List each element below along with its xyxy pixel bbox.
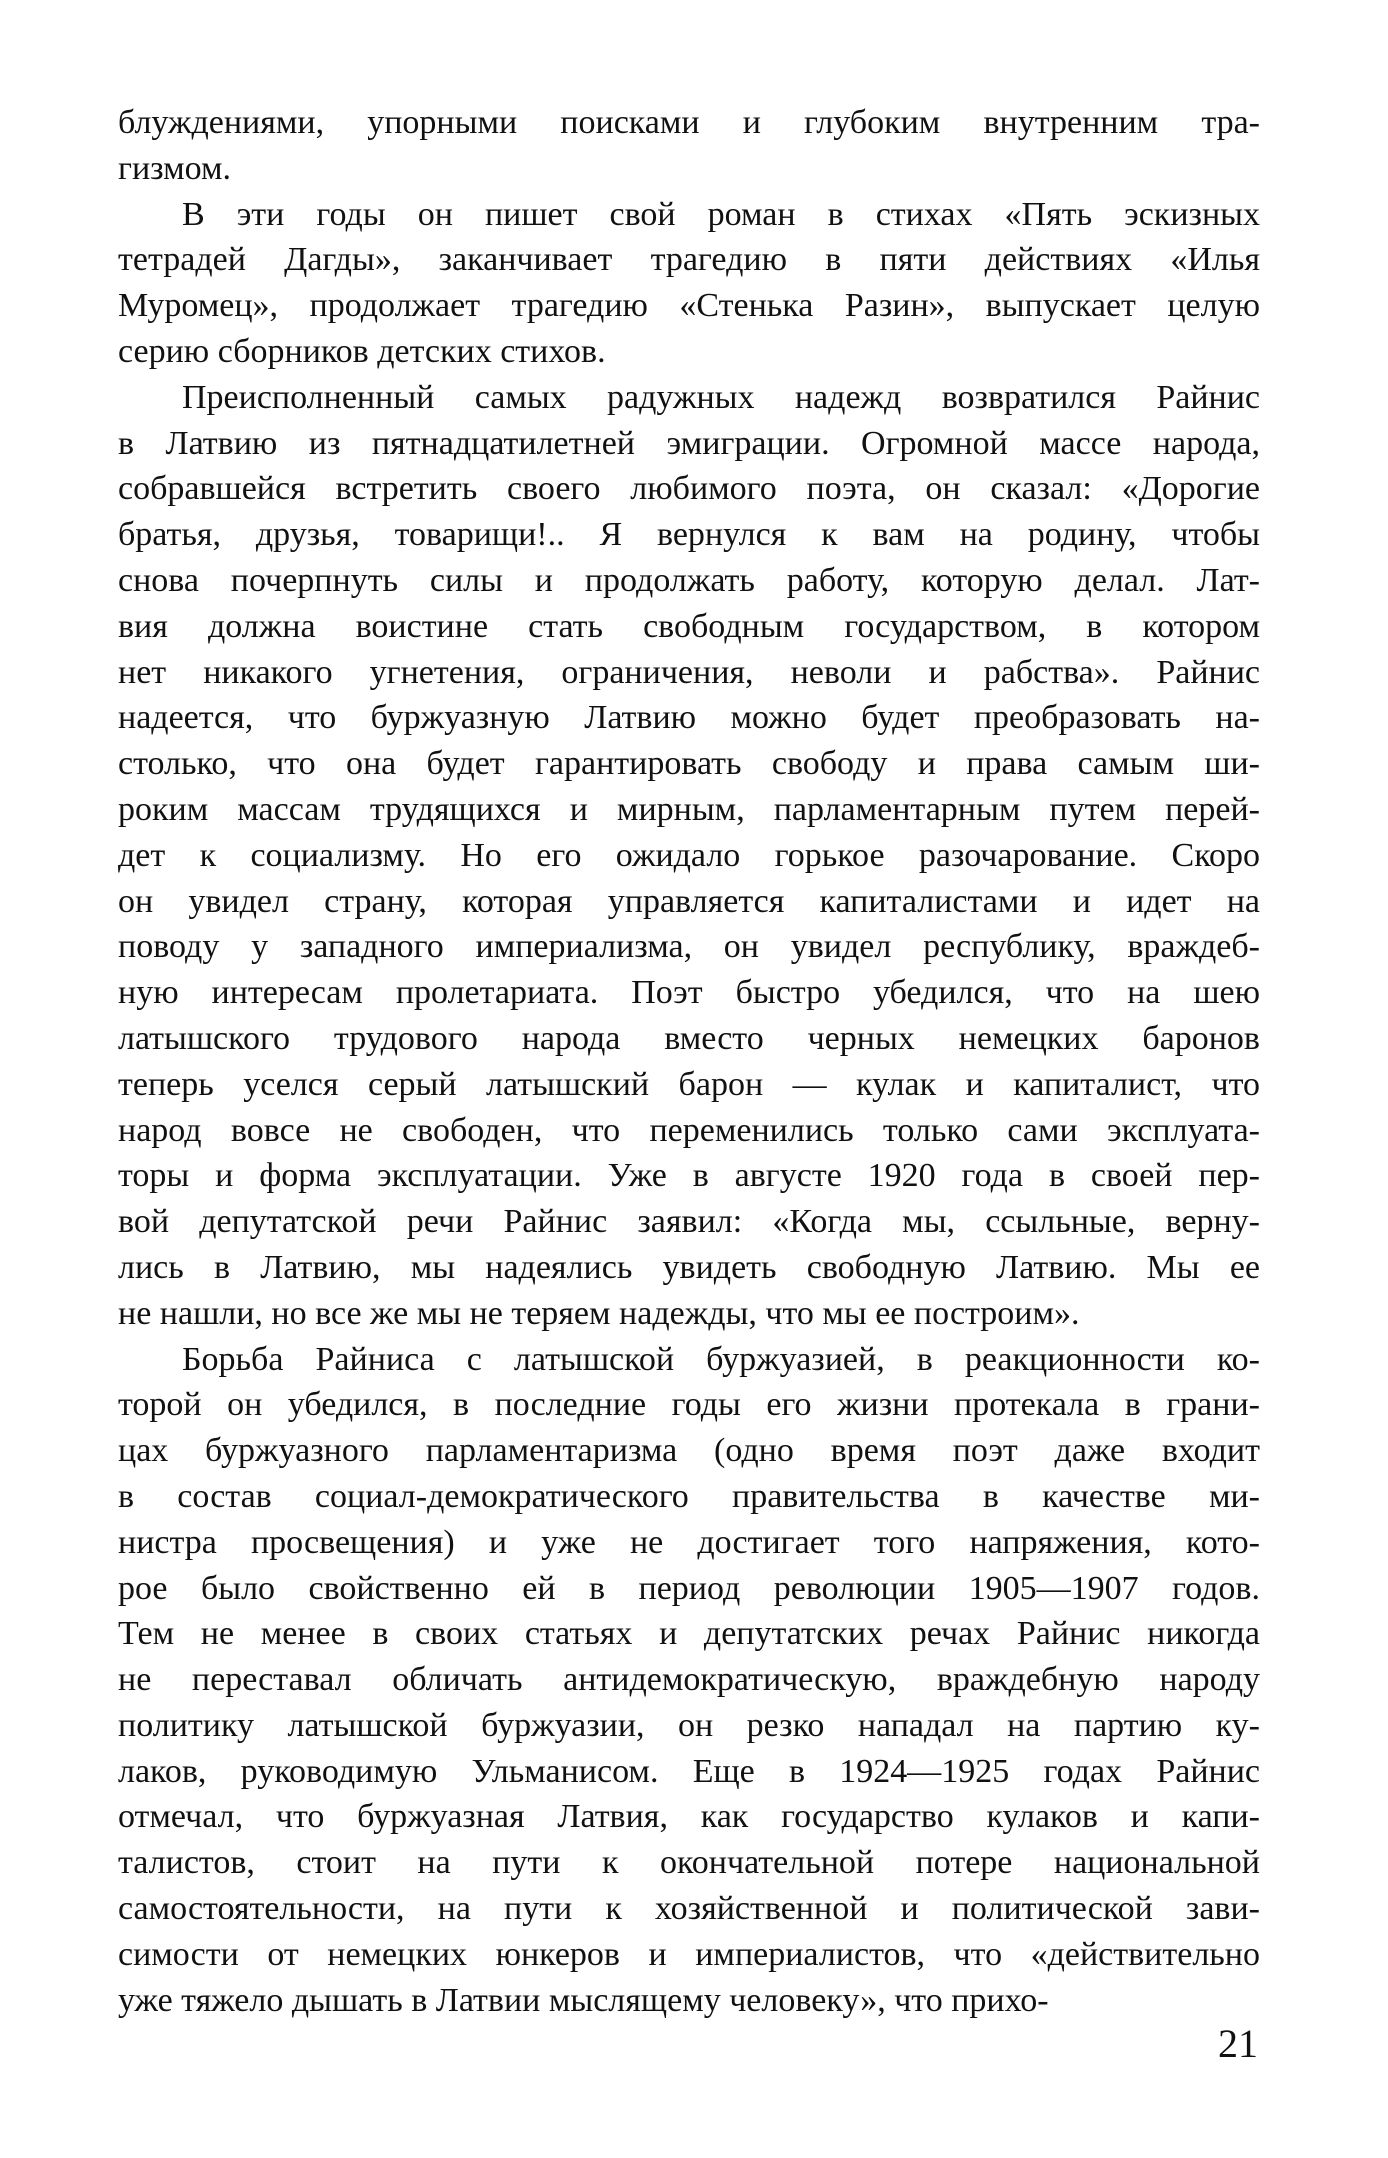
text-line: Тем не менее в своих статьях и депутатских речах Райнис никогда: [118, 1615, 1260, 1653]
text-line: столько, что она будет гарантировать свободу и права самым ши-: [118, 745, 1260, 783]
text-line: латышского трудового народа вместо черных немецких баронов: [118, 1019, 1260, 1057]
text-line: вой депутатской речи Райнис заявил: «Когда мы, ссыльные, верну-: [118, 1203, 1260, 1241]
text-line: в состав социал-демократического правительства в качестве ми-: [118, 1477, 1260, 1515]
text-line: гизмом.: [118, 149, 231, 187]
body-text: [118, 100, 1260, 2023]
text-line: рое было свойственно ей в период революции 1905—1907 годов.: [118, 1569, 1260, 1607]
text-line: теперь уселся серый латышский барон — кулак и капиталист, что: [118, 1065, 1260, 1103]
text-line: В эти годы он пишет свой роман в стихах «Пять эскизных: [182, 195, 1260, 233]
text-line: нистра просвещения) и уже не достигает того напряжения, кото-: [118, 1523, 1260, 1561]
text-line: симости от немецких юнкеров и империалистов, что «действительно: [118, 1935, 1260, 1973]
text-line: братья, друзья, товарищи!.. Я вернулся к вам на родину, чтобы: [118, 516, 1260, 554]
text-line: не нашли, но все же мы не теряем надежды, что мы ее построим».: [118, 1294, 1080, 1332]
text-line: Преисполненный самых радужных надежд возвратился Райнис: [182, 378, 1260, 416]
paragraph: [118, 100, 1260, 192]
text-line: он увидел страну, которая управляется капиталистами и идет на: [118, 882, 1260, 920]
text-line: народ вовсе не свободен, что переменились только сами эксплуата-: [118, 1111, 1260, 1149]
text-line: не переставал обличать антидемократическую, враждебную народу: [118, 1661, 1260, 1699]
text-line: политику латышской буржуазии, он резко нападал на партию ку-: [118, 1706, 1260, 1744]
paragraph: [118, 1337, 1260, 2024]
text-line: в Латвию из пятнадцатилетней эмиграции. Огромной массе народа,: [118, 424, 1260, 462]
text-line: тетрадей Дагды», заканчивает трагедию в пяти действиях «Илья: [118, 241, 1260, 279]
text-line: уже тяжело дышать в Латвии мыслящему человеку», что прихо-: [118, 1981, 1049, 2019]
text-line: вия должна воистине стать свободным государством, в котором: [118, 607, 1260, 645]
text-line: лаков, руководимую Ульманисом. Еще в 1924—1925 годах Райнис: [118, 1752, 1260, 1790]
text-line: поводу у западного империализма, он увидел республику, враждеб-: [118, 928, 1260, 966]
text-line: Муромец», продолжает трагедию «Стенька Разин», выпускает целую: [118, 287, 1260, 325]
text-line: торой он убедился, в последние годы его жизни протекала в грани-: [118, 1386, 1260, 1424]
text-line: торы и форма эксплуатации. Уже в августе 1920 года в своей пер-: [118, 1157, 1260, 1195]
text-line: собравшейся встретить своего любимого поэта, он сказал: «Дорогие: [118, 470, 1260, 508]
text-line: самостоятельности, на пути к хозяйственной и политической зави-: [118, 1890, 1260, 1928]
text-line: роким массам трудящихся и мирным, парламентарным путем перей-: [118, 790, 1260, 828]
text-line: отмечал, что буржуазная Латвия, как государство кулаков и капи-: [118, 1798, 1260, 1836]
text-line: Борьба Райниса с латышской буржуазией, в реакционности ко-: [182, 1340, 1260, 1378]
text-line: нет никакого угнетения, ограничения, неволи и рабства». Райнис: [118, 653, 1260, 691]
text-line: серию сборников детских стихов.: [118, 332, 606, 370]
text-line: надеется, что буржуазную Латвию можно будет преобразовать на-: [118, 699, 1260, 737]
page-number: 21: [1218, 2021, 1258, 2066]
text-line: лись в Латвию, мы надеялись увидеть свободную Латвию. Мы ее: [118, 1248, 1260, 1286]
text-line: талистов, стоит на пути к окончательной потере национальной: [118, 1844, 1260, 1882]
text-line: ную интересам пролетариата. Поэт быстро убедился, что на шею: [118, 974, 1260, 1012]
text-line: цах буржуазного парламентаризма (одно время поэт даже входит: [118, 1432, 1260, 1470]
text-line: снова почерпнуть силы и продолжать работу, которую делал. Лат-: [118, 561, 1260, 599]
paragraph: [118, 192, 1260, 375]
paragraph: [118, 375, 1260, 1337]
text-line: дет к социализму. Но его ожидало горькое разочарование. Скоро: [118, 836, 1260, 874]
text-line: блуждениями, упорными поисками и глубоким внутренним тра-: [118, 104, 1260, 141]
